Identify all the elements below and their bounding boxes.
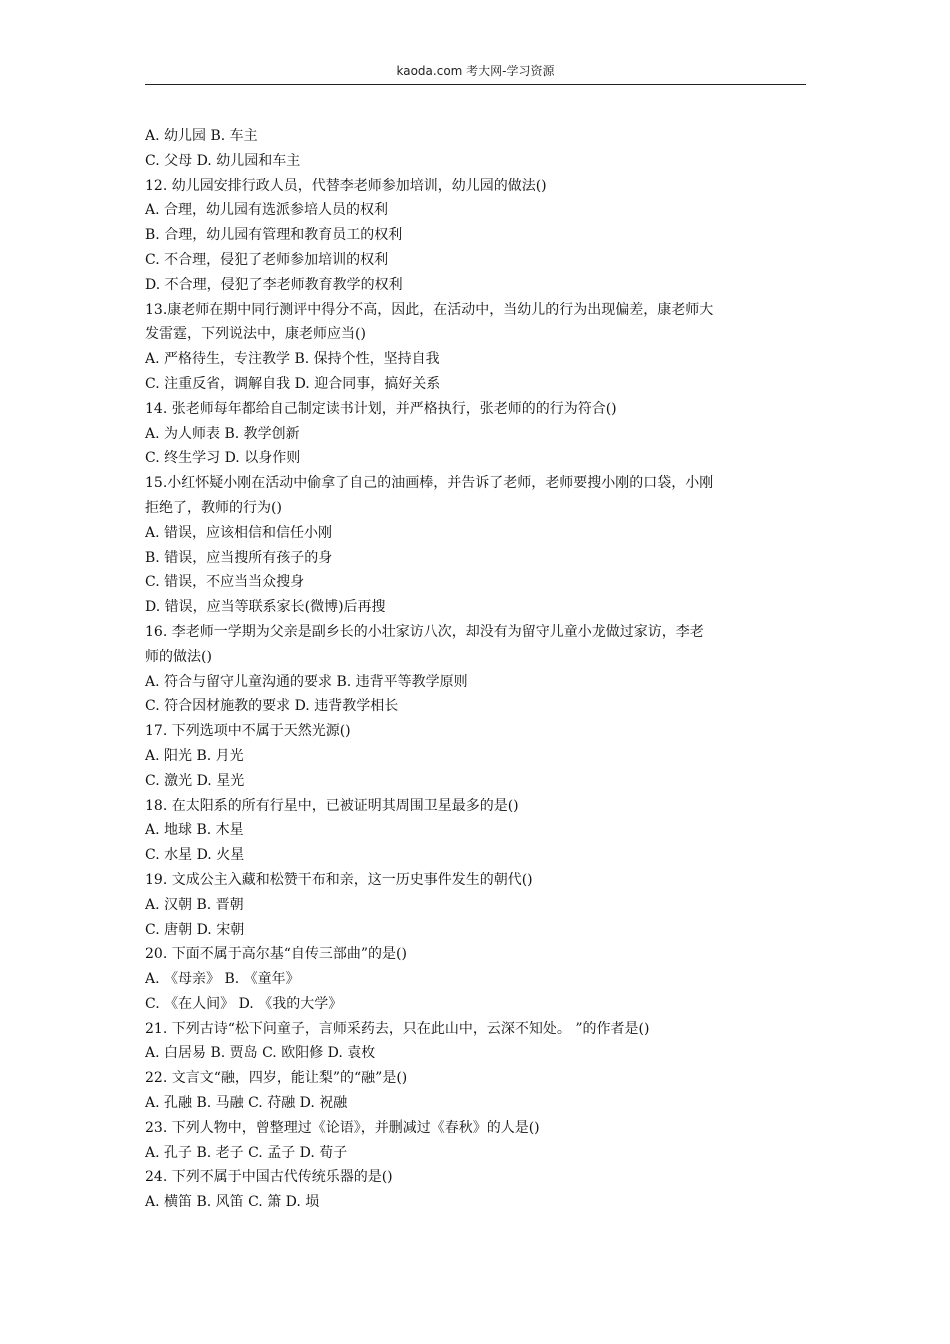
text-line: 发雷霆，下列说法中，康老师应当() xyxy=(145,326,366,343)
text-line: A. 阳光 B. 月光 xyxy=(145,747,244,764)
text-line: 16. 李老师一学期为父亲是副乡长的小壮家访八次，却没有为留守儿童小龙做过家访，李老 xyxy=(145,623,704,640)
text-line: B. 错误，应当搜所有孩子的身 xyxy=(145,549,333,566)
text-line: 17. 下列选项中不属于天然光源() xyxy=(145,723,351,740)
text-line: D. 错误，应当等联系家长(微博)后再搜 xyxy=(145,599,386,616)
header-divider xyxy=(145,84,806,85)
text-line: 15.小红怀疑小刚在活动中偷拿了自己的油画棒，并告诉了老师，老师要搜小刚的口袋，小刚 xyxy=(145,475,714,492)
text-line: A. 孔融 B. 马融 C. 苻融 D. 祝融 xyxy=(145,1095,348,1112)
text-line: C. 错误，不应当当众搜身 xyxy=(145,574,305,591)
text-line: 14. 张老师每年都给自己制定读书计划，并严格执行，张老师的的行为符合() xyxy=(145,400,617,417)
text-line: A. 幼儿园 B. 车主 xyxy=(145,128,258,144)
text-line: A. 合理，幼儿园有选派参培人员的权利 xyxy=(145,202,389,219)
text-line: C. 注重反省，调解自我 D. 迎合同事，搞好关系 xyxy=(145,375,441,392)
text-line: C. 父母 D. 幼儿园和车主 xyxy=(145,152,301,169)
text-line: 19. 文成公主入藏和松赞干布和亲，这一历史事件发生的朝代() xyxy=(145,871,533,888)
text-line: C. 终生学习 D. 以身作则 xyxy=(145,450,301,467)
text-line: A. 白居易 B. 贾岛 C. 欧阳修 D. 袁枚 xyxy=(145,1045,376,1062)
text-line: C. 水星 D. 火星 xyxy=(145,847,245,864)
text-line: A. 孔子 B. 老子 C. 孟子 D. 荀子 xyxy=(145,1144,348,1161)
text-line: A. 为人师表 B. 教学创新 xyxy=(145,425,300,442)
text-line: 23. 下列人物中，曾整理过《论语》，并删减过《春秋》的人是() xyxy=(145,1119,540,1136)
text-line: D. 不合理，侵犯了李老师教育教学的权利 xyxy=(145,276,403,293)
text-line: A. 严格待生，专注教学 B. 保持个性，坚持自我 xyxy=(145,351,440,368)
text-line: 21. 下列古诗“松下问童子，言师采药去，只在此山中，云深不知处。 ”的作者是() xyxy=(145,1020,650,1037)
text-line: C. 《在人间》 D. 《我的大学》 xyxy=(145,995,343,1012)
text-line: C. 不合理，侵犯了老师参加培训的权利 xyxy=(145,251,389,268)
page-header: kaoda.com 考大网-学习资源 xyxy=(396,64,555,78)
text-line: A. 错误，应该相信和信任小刚 xyxy=(145,524,333,541)
text-line: 师的做法() xyxy=(145,648,212,665)
text-line: 12. 幼儿园安排行政人员，代替李老师参加培训，幼儿园的做法() xyxy=(145,177,547,194)
text-line: C. 符合因材施教的要求 D. 违背教学相长 xyxy=(145,698,399,715)
text-line: 18. 在太阳系的所有行星中，已被证明其周围卫星最多的是() xyxy=(145,797,519,814)
text-line: 20. 下面不属于高尔基“自传三部曲”的是() xyxy=(145,946,407,963)
text-line: A. 《母亲》 B. 《童年》 xyxy=(145,971,300,988)
text-line: A. 汉朝 B. 晋朝 xyxy=(145,896,244,913)
text-line: A. 横笛 B. 风笛 C. 箫 D. 埙 xyxy=(145,1194,320,1211)
text-line: 13.康老师在期中同行测评中得分不高，因此，在活动中，当幼儿的行为出现偏差，康老师大 xyxy=(145,301,714,318)
text-line: 拒绝了，教师的行为() xyxy=(145,499,282,516)
text-line: A. 符合与留守儿童沟通的要求 B. 违背平等教学原则 xyxy=(145,673,468,690)
text-line: C. 激光 D. 星光 xyxy=(145,772,245,789)
text-line: B. 合理，幼儿园有管理和教育员工的权利 xyxy=(145,227,403,244)
text-line: C. 唐朝 D. 宋朝 xyxy=(145,921,245,938)
text-line: 24. 下列不属于中国古代传统乐器的是() xyxy=(145,1169,393,1186)
document-body xyxy=(145,124,810,1215)
text-line: A. 地球 B. 木星 xyxy=(145,822,244,839)
text-line: 22. 文言文“融，四岁，能让梨”的“融”是() xyxy=(145,1070,408,1087)
